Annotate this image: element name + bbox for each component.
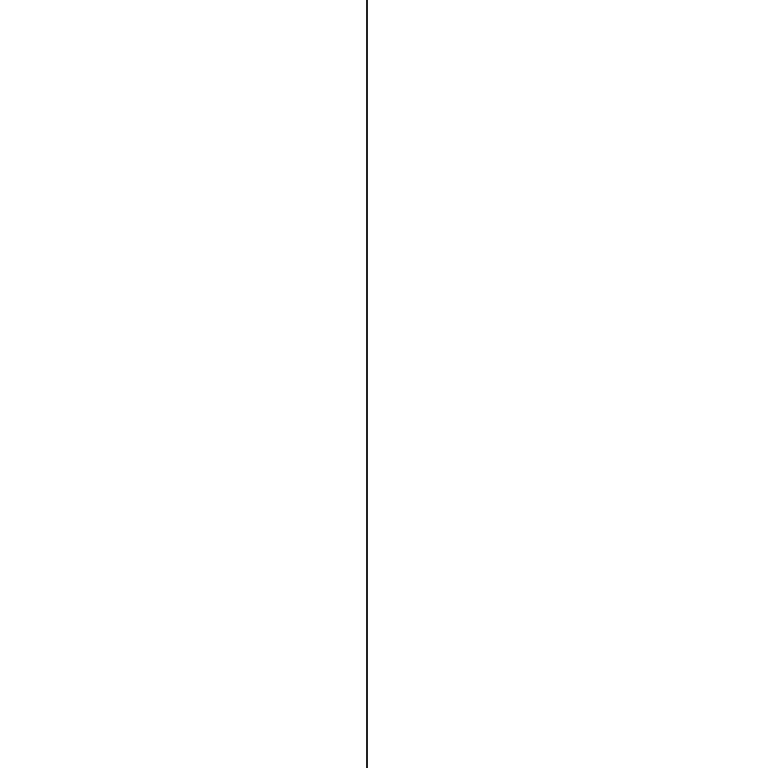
- column-divider: [366, 0, 368, 768]
